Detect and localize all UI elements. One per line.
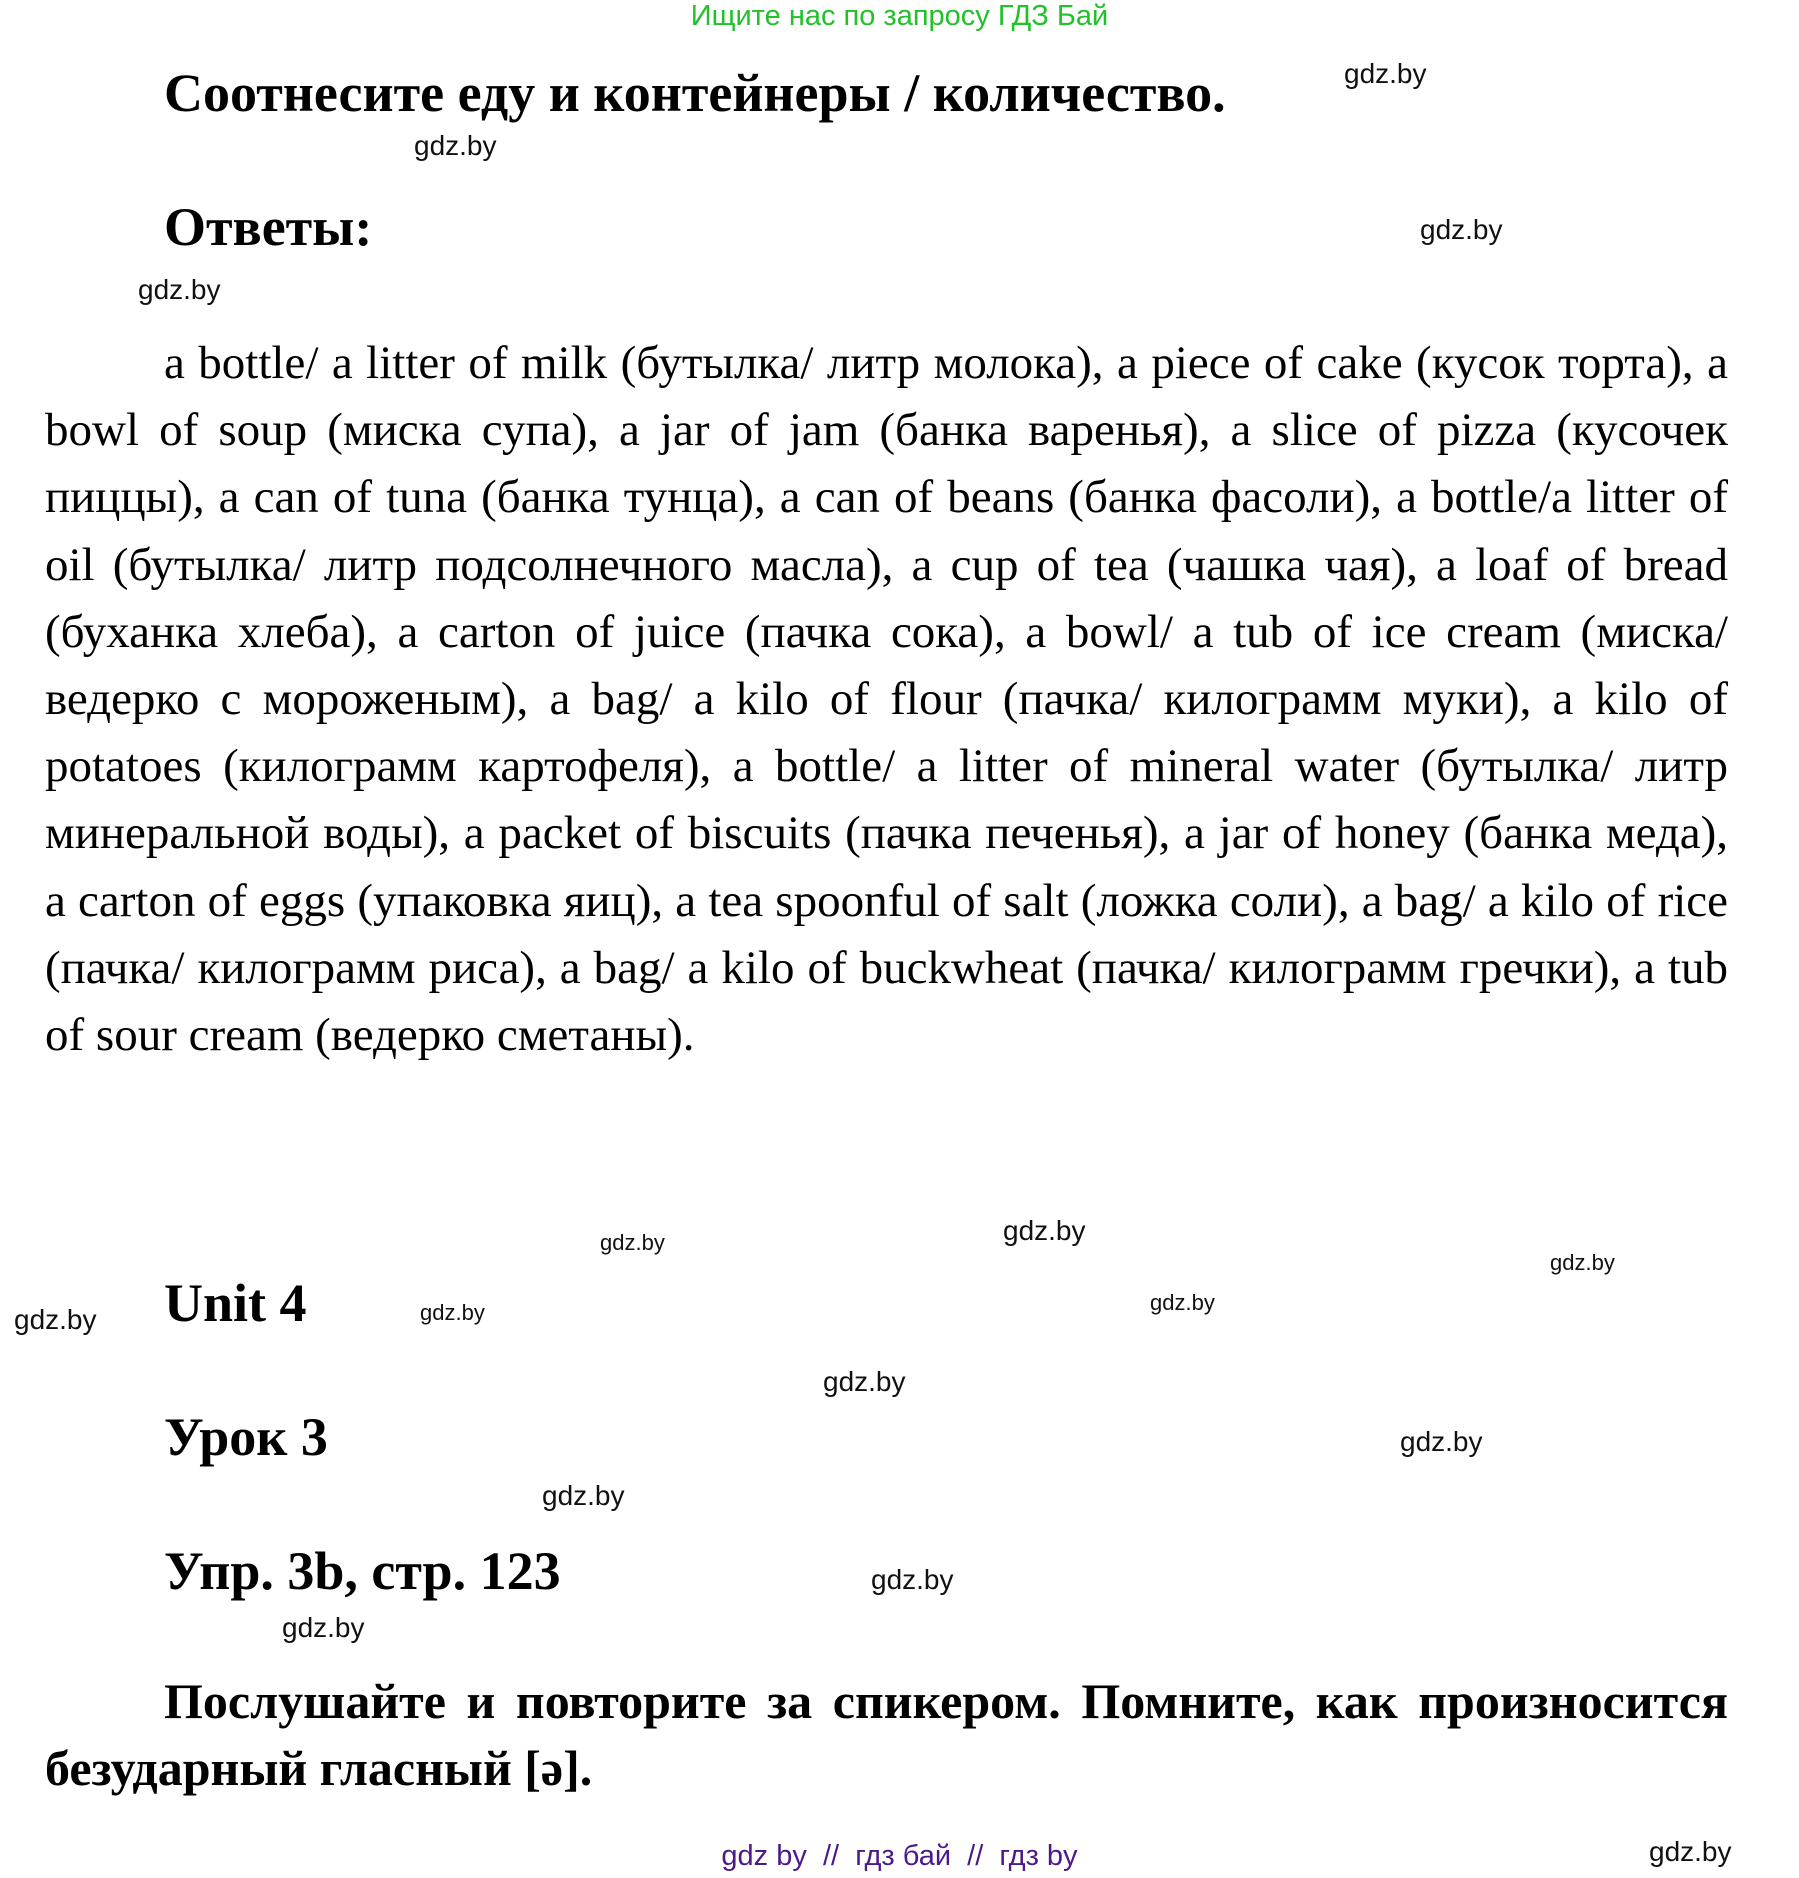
watermark: gdz.by bbox=[1420, 214, 1503, 245]
footer-links[interactable]: gdz by // гдз бай // гдз by bbox=[721, 1840, 1078, 1872]
unit-heading: Unit 4 bbox=[164, 1273, 307, 1333]
watermark: gdz.by bbox=[420, 1300, 485, 1325]
watermark: gdz.by bbox=[414, 130, 497, 161]
watermark: gdz.by bbox=[138, 274, 221, 305]
answer-paragraph: a bottle/ a litter of milk (бутылка/ литр молока), a piece of cake (кусок торта), a bowl of soup (миска супа), a jar of jam (банка варенья), a slice of pizza (кусочек пиццы), a can of tuna (банка тунца), a can of beans (банка фасоли), a bottle/a litter of oil (бутылка/ литр подсолнечного масла), a cup of tea (чашка чая), a loaf of bread (буханка хлеба), a carton of juice (пачка сока), a bowl/ a tub of ice cream (миска/ ведерко с мороженым), a bag/ a kilo of flour (пачка/ килограмм муки), a kilo of potatoes (килограмм картофеля), a bottle/ a litter of mineral water (бутылка/ литр минеральной воды), a packet of biscuits (пачка печенья), a jar of honey (банка меда), a carton of eggs (упаковка яиц), a tea spoonful of salt (ложка соли), a bag/ a kilo of rice (пачка/ килограмм риса), a bag/ a kilo of buckwheat (пачка/ килограмм гречки), a tub of sour cream (ведерко сметаны). bbox=[45, 337, 1728, 1062]
watermark: gdz.by bbox=[823, 1366, 906, 1397]
watermark: gdz.by bbox=[542, 1480, 625, 1511]
top-banner-link[interactable]: Ищите нас по запросу ГДЗ Бай bbox=[690, 0, 1109, 32]
watermark: gdz.by bbox=[1400, 1426, 1483, 1457]
watermark: gdz.by bbox=[871, 1564, 954, 1595]
watermark: gdz.by bbox=[1344, 58, 1427, 89]
exercise-heading: Упр. 3b, стр. 123 bbox=[164, 1541, 561, 1601]
watermark: gdz.by bbox=[1649, 1836, 1732, 1867]
watermark: gdz.by bbox=[1003, 1215, 1086, 1246]
lesson-heading: Урок 3 bbox=[164, 1407, 328, 1467]
watermark: gdz.by bbox=[1150, 1290, 1215, 1315]
watermark: gdz.by bbox=[282, 1612, 365, 1643]
exercise-title: Соотнесите еду и контейнеры / количество. bbox=[164, 63, 1226, 123]
watermark: gdz.by bbox=[600, 1230, 665, 1255]
watermark: gdz.by bbox=[14, 1304, 97, 1335]
answers-heading: Ответы: bbox=[164, 197, 373, 257]
task-instruction: Послушайте и повторите за спикером. Помните, как произносится безударный гласный [ə]. bbox=[45, 1673, 1728, 1796]
watermark: gdz.by bbox=[1550, 1250, 1615, 1275]
